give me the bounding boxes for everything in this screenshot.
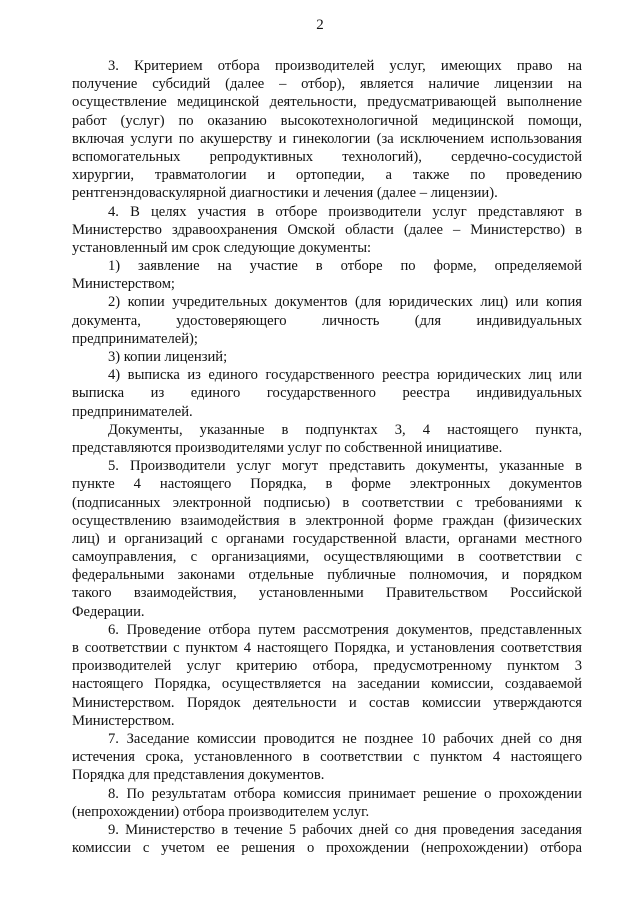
paragraph-line: 7. Заседание комиссии проводится не позднее 10 рабочих дней со дня — [108, 730, 582, 747]
paragraph-line: 8. По результатам отбора комиссия принимает решение о прохождении — [108, 785, 582, 802]
paragraph-line: представляются производителями услуг по собственной инициативе. — [72, 439, 503, 456]
paragraph-line: производителей услуг критерию отбора, предусмотренному пунктом 3 — [72, 658, 582, 675]
paragraph-line: Министерством; — [72, 276, 175, 293]
paragraph-line: предпринимателей. — [72, 403, 193, 420]
paragraph-line: пункте 4 настоящего Порядка, в форме электронных документов — [72, 476, 582, 493]
paragraph-line: самоуправления, с организациями, осуществляющими в соответствии с — [72, 549, 582, 566]
paragraph — [72, 821, 582, 857]
paragraph-line: включая услуги по акушерству и гинекологии (за исключением использования — [72, 130, 582, 147]
paragraph-line: 4. В целях участия в отборе производители услуг представляют в — [108, 203, 582, 220]
paragraph-line: Министерством. Порядок деятельности и состав комиссии утверждаются — [72, 694, 582, 711]
paragraph-line: 5. Производители услуг могут представить документы, указанные в — [108, 458, 582, 475]
page-number: 2 — [316, 17, 324, 33]
paragraph — [72, 203, 582, 258]
paragraph — [72, 366, 582, 421]
paragraph — [72, 621, 582, 730]
paragraph-line: 4) выписка из единого государственного реестра юридических лиц или — [108, 367, 582, 384]
paragraph-line: рентгенэндоваскулярной диагностики и лечения (далее – лицензии). — [72, 185, 498, 202]
paragraph-line: 2) копии учредительных документов (для юридических лиц) или копия — [108, 294, 582, 311]
paragraph-line: в соответствии с пунктом 4 настоящего Порядка, и установления соответствия — [72, 640, 582, 656]
paragraph-line: настоящего Порядка, осуществляется на заседании комиссии, создаваемой — [72, 676, 582, 693]
paragraph-line: федеральными законами отдельные публичные полномочия, и порядком — [72, 567, 582, 584]
paragraph-line: Федерации. — [72, 603, 145, 620]
paragraph — [72, 421, 582, 457]
paragraph-line: выписка из единого государственного реестра индивидуальных — [72, 385, 582, 402]
paragraph-line: осуществлению взаимодействия в электронной форме граждан (физических — [72, 512, 582, 529]
paragraph-line: лиц) и организаций с органами государственной власти, органами местного — [72, 530, 582, 547]
document-body — [72, 57, 582, 857]
paragraph-line: 3. Критерием отбора производителей услуг, имеющих право на — [108, 58, 582, 74]
paragraph — [72, 457, 582, 621]
paragraph-line: хирургии, травматологии и ортопедии, а также по проведению — [72, 167, 582, 184]
paragraph-line: 9. Министерство в течение 5 рабочих дней со дня проведения заседания — [108, 821, 582, 838]
paragraph-line: Документы, указанные в подпунктах 3, 4 настоящего пункта, — [108, 421, 582, 438]
paragraph — [72, 293, 582, 348]
paragraph-line: (непрохождении) отбора производителем услуг. — [72, 803, 370, 820]
paragraph-line: комиссии с учетом ее решения о прохождении (непрохождении) отбора — [72, 840, 582, 857]
paragraph-line: работ (услуг) по оказанию высокотехнологичной медицинской помощи, — [72, 112, 582, 129]
paragraph-line: 1) заявление на участие в отборе по форме, определяемой — [108, 258, 582, 275]
paragraph-line: установленный им срок следующие документы: — [72, 239, 372, 256]
paragraph-line: Порядка для представления документов. — [72, 767, 325, 784]
paragraph-line: истечения срока, установленного в соответствии с пунктом 4 настоящего — [72, 749, 582, 766]
paragraph — [72, 348, 582, 366]
paragraph-line: (подписанных электронной подписью) в соответствии с требованиями к — [72, 494, 582, 511]
paragraph-line: осуществление медицинской деятельности, предусматривающей выполнение — [72, 94, 582, 111]
paragraph-line: предпринимателей); — [72, 330, 198, 347]
paragraph-line: Министерством. — [72, 712, 175, 729]
paragraph-line: 6. Проведение отбора путем рассмотрения документов, представленных — [108, 621, 582, 638]
paragraph — [72, 730, 582, 785]
paragraph-line: такого взаимодействия, установленными Правительством Российской — [72, 585, 582, 602]
paragraph-line: документа, удостоверяющего личность (для индивидуальных — [72, 312, 582, 329]
paragraph — [72, 257, 582, 293]
paragraph — [72, 785, 582, 821]
paragraph-line: получение субсидий (далее – отбор), является наличие лицензии на — [72, 76, 582, 93]
paragraph-line: вспомогательных репродуктивных технологий), сердечно-сосудистой — [72, 148, 582, 165]
paragraph-line: 3) копии лицензий; — [108, 349, 228, 365]
paragraph — [72, 57, 582, 203]
paragraph-line: Министерство здравоохранения Омской области (далее – Министерство) в — [72, 221, 582, 238]
